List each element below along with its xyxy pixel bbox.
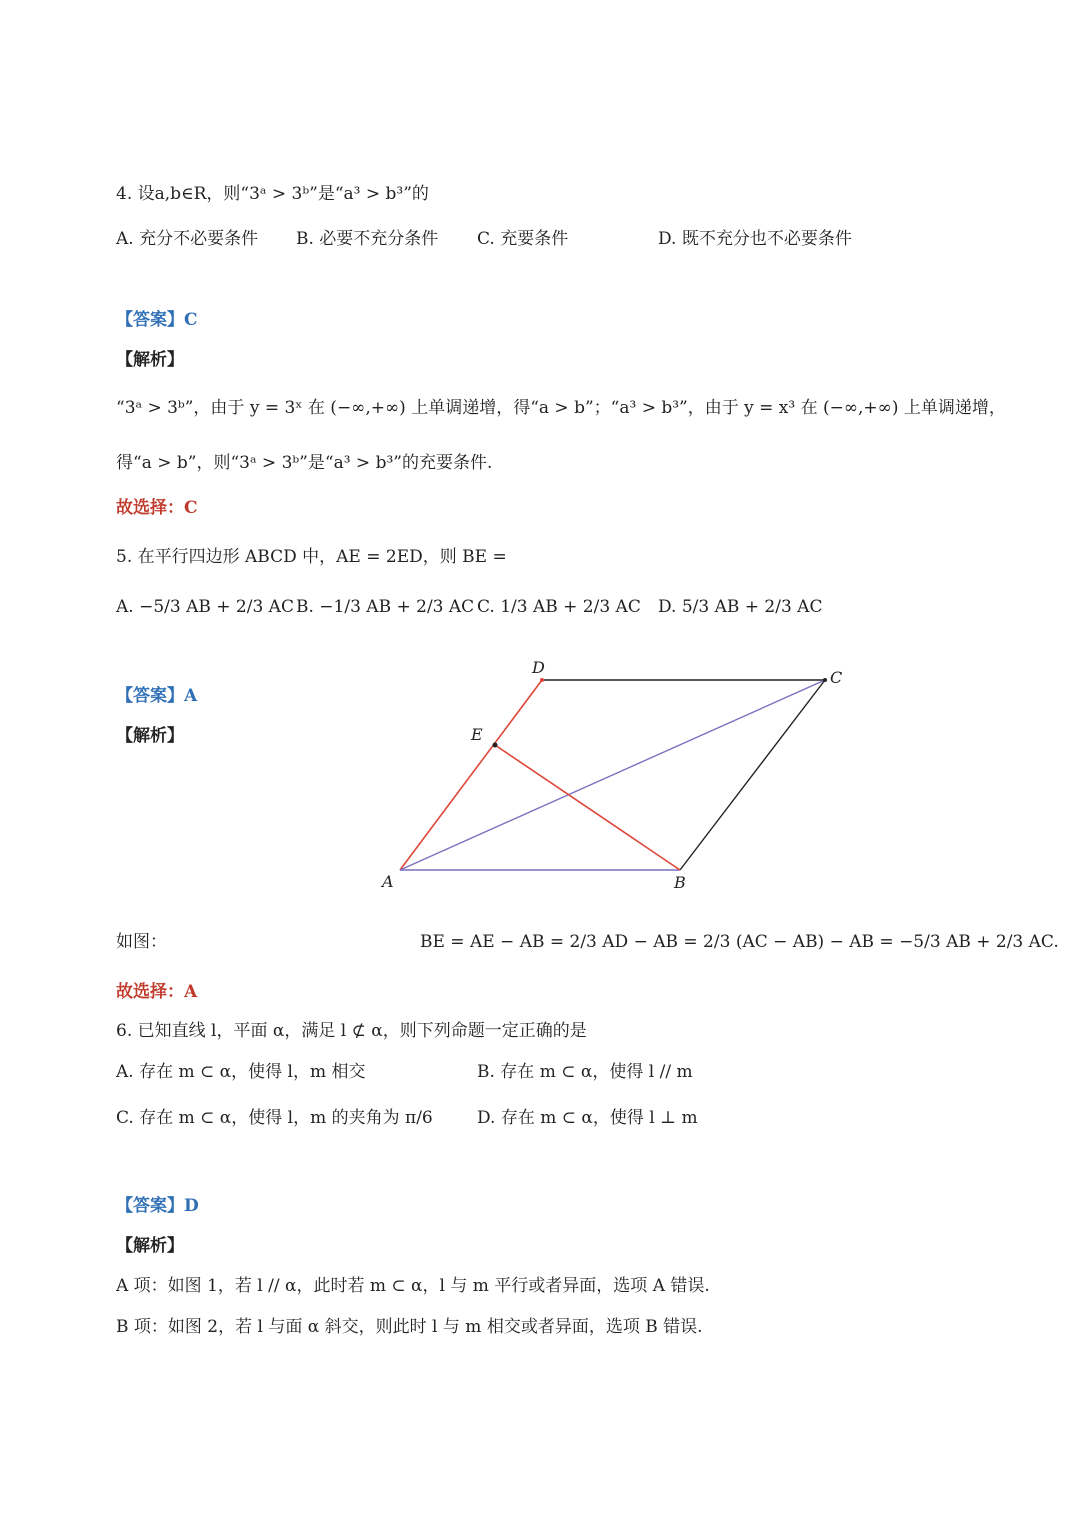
q5-option-c: C. 1/3 AB + 2/3 AC: [477, 597, 641, 617]
label-c: C: [830, 668, 843, 687]
q5-option-a: A. −5/3 AB + 2/3 AC: [116, 597, 294, 617]
q6-option-b: B. 存在 m ⊂ α，使得 l // m: [477, 1062, 693, 1082]
q4-answer-tag: 【答案】C: [116, 310, 198, 330]
label-b: B: [674, 873, 686, 892]
side-ad: [400, 680, 542, 870]
q5-analysis-tag: 【解析】: [116, 726, 184, 746]
q5-stem: 5. 在平行四边形 ABCD 中，AE = 2ED，则 BE =: [116, 547, 507, 567]
side-cb: [680, 680, 825, 870]
q6-analysis-tag: 【解析】: [116, 1236, 184, 1256]
label-d: D: [532, 658, 545, 677]
segment-be: [495, 745, 680, 870]
q4-stem: 4. 设a,b∈R，则“3ᵃ > 3ᵇ”是“a³ > b³”的: [116, 184, 429, 204]
q6-item-a: A 项：如图 1，若 l // α，此时若 m ⊂ α，l 与 m 平行或者异面，选项 A 错误.: [116, 1276, 710, 1296]
q6-answer-tag: 【答案】D: [116, 1196, 199, 1216]
point-e: [493, 743, 498, 748]
q6-option-a: A. 存在 m ⊂ α，使得 l，m 相交: [116, 1062, 366, 1082]
point-d: [540, 678, 544, 682]
q4-analysis-line-1: “3ᵃ > 3ᵇ”，由于 y = 3ˣ 在 (−∞,+∞) 上单调递增，得“a > b”；“a³ > b³”，由于 y = x³ 在 (−∞,+∞) 上单调递增，: [116, 398, 1006, 418]
q6-item-b: B 项：如图 2，若 l 与面 α 斜交，则此时 l 与 m 相交或者异面，选项 B 错误.: [116, 1317, 703, 1337]
q5-conclusion: 故选择：A: [116, 982, 198, 1002]
q6-stem: 6. 已知直线 l，平面 α，满足 l ⊄ α，则下列命题一定正确的是: [116, 1021, 587, 1041]
diagonal-ac: [400, 680, 825, 870]
q4-option-c: C. 充要条件: [477, 229, 569, 249]
q5-answer-tag: 【答案】A: [116, 686, 198, 706]
point-c: [823, 678, 827, 682]
q4-option-a: A. 充分不必要条件: [116, 229, 259, 249]
q5-option-b: B. −1/3 AB + 2/3 AC: [296, 597, 475, 617]
q5-as-figure: 如图：: [116, 932, 167, 952]
q4-option-d: D. 既不充分也不必要条件: [658, 229, 852, 249]
q6-option-c: C. 存在 m ⊂ α，使得 l，m 的夹角为 π/6: [116, 1108, 433, 1128]
q5-derivation: BE = AE − AB = 2/3 AD − AB = 2/3 (AC − AB) − AB = −5/3 AB + 2/3 AC.: [420, 932, 1059, 952]
q6-option-d: D. 存在 m ⊂ α，使得 l ⊥ m: [477, 1108, 698, 1128]
q5-option-d: D. 5/3 AB + 2/3 AC: [658, 597, 823, 617]
parallelogram-figure: [360, 655, 860, 895]
label-e: E: [471, 725, 483, 744]
q4-analysis-line-2: 得“a > b”，则“3ᵃ > 3ᵇ”是“a³ > b³”的充要条件.: [116, 453, 493, 473]
label-a: A: [382, 872, 394, 891]
q4-analysis-tag: 【解析】: [116, 350, 184, 370]
q4-option-b: B. 必要不充分条件: [296, 229, 439, 249]
q4-conclusion: 故选择：C: [116, 498, 198, 518]
